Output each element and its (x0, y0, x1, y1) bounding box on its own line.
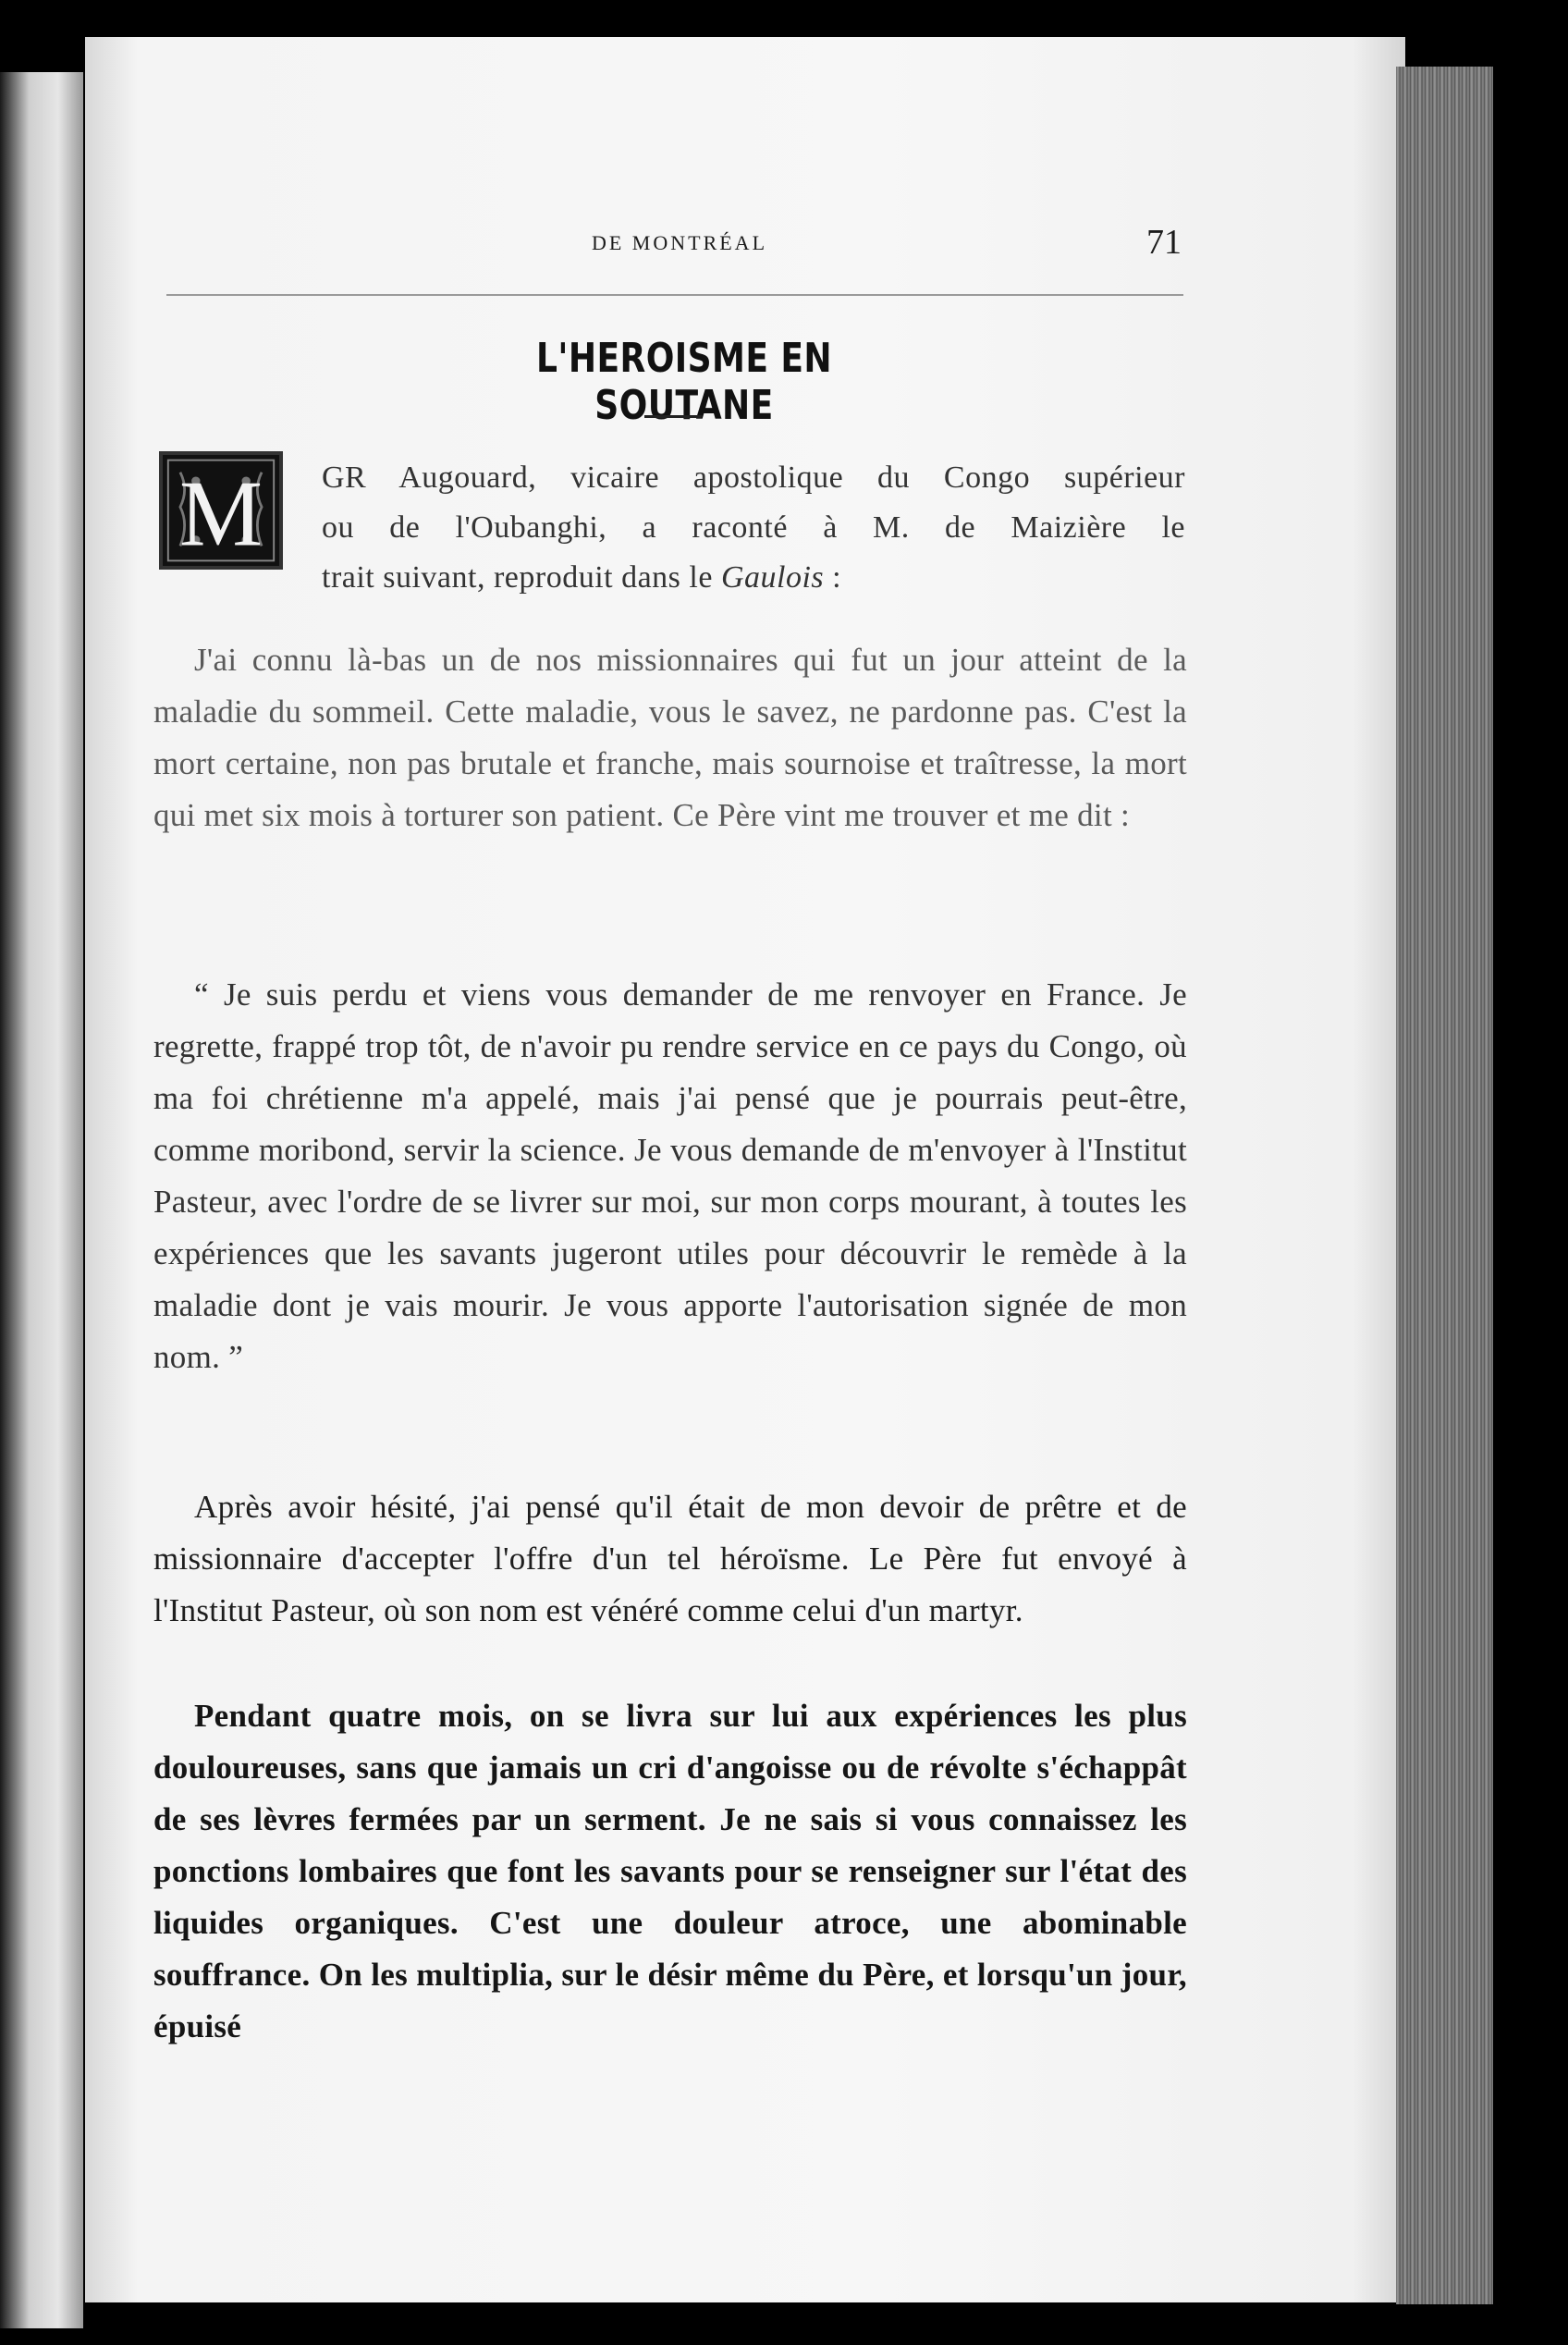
paragraph-4: Pendant quatre mois, on se livra sur lui aux expériences les plus douloureuses, sans que jamais un cri d'angoisse ou de révolte s'échappât de ses lèvres fermées par un serment. Je ne sais si vous connaissez les ponctions lombaires que font les savants pour se renseigner sur l'état des liquides organiques. C'est une douleur atroce, une abominable souffrance. On les multiplia, sur le désir même du Père, et lorsqu'un jour, épuisé (153, 1698, 1187, 2044)
opening-line-3 (159, 553, 1185, 603)
page-number: 71 (1146, 223, 1182, 262)
opening-line-1: GR Augouard, vicaire apostolique du Congo supérieur (322, 460, 1185, 495)
dropcap-letter: M (178, 461, 263, 566)
newspaper-name: Gaulois (720, 560, 825, 595)
title-rule (644, 415, 702, 418)
page-edges (1396, 67, 1493, 2304)
running-head: DE MONTRÉAL (591, 231, 768, 254)
left-page-edge (0, 72, 83, 2328)
opening-line-3-text: trait suivant, reproduit dans le (322, 560, 721, 595)
header-rule (166, 294, 1183, 296)
chapter-title: L'HEROISME EN SOUTANE (535, 335, 833, 429)
paragraph-1: J'ai connu là-bas un de nos missionnaires qui fut un jour atteint de la maladie du sommeil. Cette maladie, vous le savez, ne pardonne pas. C'est la mort certaine, non pas brutale et franche, mais sournoise et traîtresse, la mort qui met six mois à torturer son patient. Ce Père vint me trouver et me dit : (153, 642, 1187, 833)
opening-line-3-end: : (824, 560, 842, 595)
opening-paragraph (159, 453, 1185, 603)
paragraph-3: Après avoir hésité, j'ai pensé qu'il était de mon devoir de prêtre et de missionnaire d'accepter l'offre d'un tel héroïsme. Le Père fut envoyé à l'Institut Pasteur, où son nom est vénéré comme celui d'un martyr. (153, 1489, 1187, 1628)
paragraph-2-quote: “ Je suis perdu et viens vous demander de me renvoyer en France. Je regrette, frappé trop tôt, de n'avoir pu rendre service en ce pays du Congo, où ma foi chrétienne m'a appelé, mais j'ai pensé que je pourrais peut-être, comme moribond, servir la science. Je vous demande de m'envoyer à l'Institut Pasteur, avec l'ordre de se livrer sur moi, sur mon corps mourant, à toutes les expériences que les savants jugeront utiles pour découvrir le remède à la maladie dont je vais mourir. Je vous apporte l'autorisation signée de mon nom. ” (153, 976, 1187, 1375)
opening-line-2: ou de l'Oubanghi, a raconté à M. de Maizière le (322, 510, 1185, 545)
